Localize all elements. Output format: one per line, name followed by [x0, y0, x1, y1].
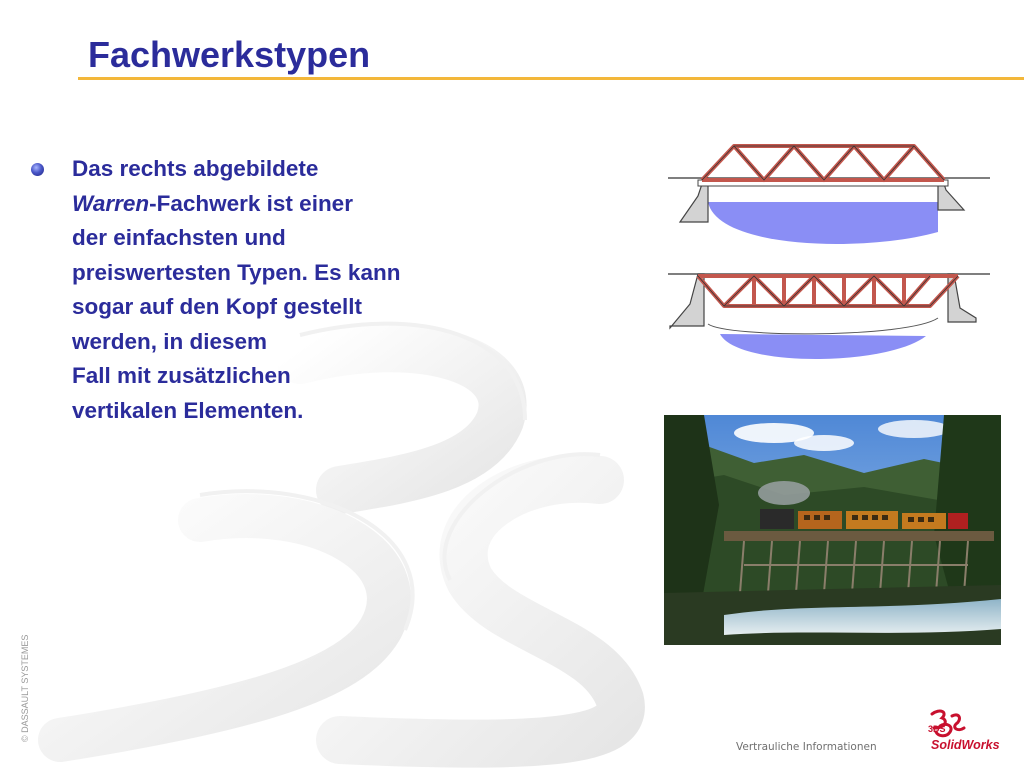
body-line: Das rechts abgebildete	[72, 156, 319, 181]
brand-name: SolidWorks	[931, 738, 1000, 752]
body-line: sogar auf den Kopf gestellt	[72, 294, 363, 319]
water-body	[708, 202, 938, 244]
copyright-text	[20, 635, 30, 742]
train-bridge-photo	[664, 415, 1001, 645]
body-line	[72, 187, 512, 222]
warren-term: Warren	[72, 190, 150, 216]
body-line: der einfachsten und	[72, 225, 286, 250]
sphere-bullet-icon	[31, 163, 44, 176]
body-line: Fall mit zusätzlichen	[72, 363, 291, 388]
copyright-icon: ©	[20, 735, 30, 742]
confidential-label: Vertrauliche Informationen	[736, 741, 877, 753]
page-title: Fachwerkstypen	[88, 34, 371, 75]
body-line-rest: -Fachwerk ist einer	[149, 190, 353, 216]
body-line: preiswertesten Typen. Es kann	[72, 259, 401, 285]
brand-mark: 3DS	[928, 724, 946, 734]
side-copyright	[6, 630, 34, 750]
bullet-text	[72, 152, 512, 428]
title-divider	[78, 77, 1024, 80]
body-line: werden, in diesem	[72, 328, 268, 354]
body-line: vertikalen Elementen.	[72, 397, 304, 423]
inverted-warren-truss-diagram	[668, 268, 990, 368]
warren-truss-diagram	[668, 140, 990, 252]
inverted-warren-truss	[698, 276, 958, 306]
left-abutment	[670, 274, 704, 328]
water-body	[720, 334, 926, 359]
copyright-label: DASSAULT SYSTEMES	[20, 634, 30, 733]
